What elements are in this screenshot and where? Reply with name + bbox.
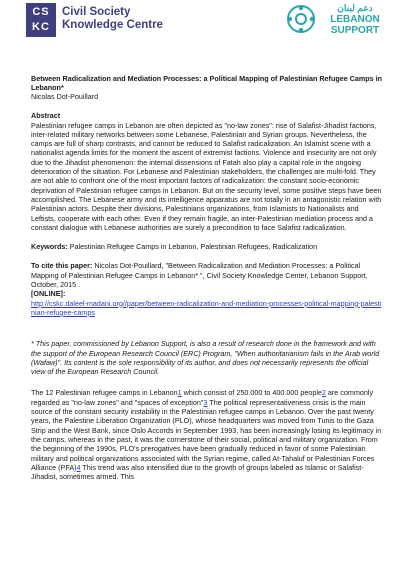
footnote-ref-1[interactable]: 1 xyxy=(177,388,182,398)
keywords-label: Keywords: xyxy=(31,242,68,252)
footnote-ref-2[interactable]: 2 xyxy=(321,388,326,398)
paper-content xyxy=(31,74,383,481)
lebanon-support-name xyxy=(318,14,392,36)
online-label: [ONLINE]: xyxy=(31,289,66,299)
keywords-text: Palestinian Refugee Camps in Lebanon, Palestinian Refugees, Radicalization xyxy=(67,242,318,252)
paper-author: Nicolas Dot-Pouillard xyxy=(31,92,99,101)
cskc-name-line1: Civil Society xyxy=(62,6,131,18)
body-text-5: This trend was also intensified due to the growth of groups labeled as Islamic or Salafist-Jihadist, sometimes armed. This xyxy=(31,462,364,482)
paper-url-link[interactable]: http://cskc.daleel-madani.org//paper/between-radicalization-and-mediation-processes-political-mapping-palestinian-refugee-camps xyxy=(31,298,382,317)
cskc-logo-line2: KC xyxy=(32,21,50,33)
footnote: * This paper, commissioned by Lebanon Support, is also a result of research done in the framework and with the support of the European Research Council (ERC) Program, "When authoritarianism fails in the Arab world (Wafaw)". Its content is the sole responsibility of its author, and does not necessarily represents the official view of the European Research Council. xyxy=(31,339,380,377)
cskc-name-line2: Knowledge Centre xyxy=(62,19,163,31)
body-text-3: are commonly regarded as "no-law zones" and "spaces of exception" xyxy=(31,388,374,407)
body-text-2: which consist of 250.000 to 400.000 people xyxy=(181,388,322,398)
citation-text: Nicolas Dot-Pouillard, "Between Radicalization and Mediation Processes: a Political Mapping of Palestinian Refugee Camps in Lebanon* ", Civil Society Knowledge Center, Lebanon Support, October, 2015 . xyxy=(31,261,368,290)
cskc-name xyxy=(62,6,163,32)
lebanon-support-name-line1: LEBANON xyxy=(330,14,380,25)
lebanon-support-logo xyxy=(286,2,392,40)
page-header xyxy=(0,0,413,60)
citation-label: To cite this paper: xyxy=(31,261,93,271)
cskc-logo xyxy=(26,3,56,37)
body-text-1: The 12 Palestinian refugee camps in Lebanon xyxy=(31,388,178,398)
body-paragraph xyxy=(31,388,383,481)
footnote-ref-4[interactable]: 4 xyxy=(76,462,81,472)
keywords xyxy=(31,242,383,251)
cskc-logo-line1: CS xyxy=(32,6,50,18)
paper-title: Between Radicalization and Mediation Processes: a Political Mapping of Palestinian Refugee Camps in Lebanon* xyxy=(31,74,383,92)
footnote-ref-3[interactable]: 3 xyxy=(203,397,208,407)
lebanon-support-emblem-icon xyxy=(286,4,316,34)
citation xyxy=(31,261,383,289)
body-text-4: The political representativeness crisis is the main source of the constant security instability in the Palestinian refugee camps in Lebanon. Over the past twenty years, the Palestine Liberation Organization (PLO), whose headquarters was moved from Tunis to the Gaza Strip and the West Bank, since Oslo Accords in September 1993, has been increasingly losing its legitimacy in the camps, whereas in the past, it was the cornerstone of their social, political and military organization. From the beginning of the 1990s, PLO's prerogatives have been gradually reduced in favor of some Palestinian military and political organizations associated with the Syrian regime, called At-Tahaluf or Palestinian Forces Alliance (PFA) xyxy=(31,397,382,472)
lebanon-support-name-line2: SUPPORT xyxy=(330,25,380,36)
lebanon-support-arabic: دعم لبنان xyxy=(337,3,373,13)
abstract-text: Palestinian refugee camps in Lebanon are often depicted as "no-law zones": rise of Salafist-Jihadist factions, inter-related military networks between some Lebanese, Palestinian and Syrian groups. Nevertheless, the camps are full of sharp contrasts, and cannot be reduced to Salafist radicalization. An Islamist scene with a nationalist agenda limits for the moment the ascent of extremist factions. Violence and insecurity are not only due to the Jihadist phenomenon: the internal dissensions of Fatah also play a capital role in the ongoing deterioration of the situation. For Lebanese and Palestinian stakeholders, the challenges are multi-fold. They are not able to confront one of the most important factors of radicalization: the constant socio-economic deprivation of Palestinian refugee camps in Lebanon. But on the security level, some positive steps have been accomplished. The Lebanese army and its intelligence apparatus are not totally in an antagonistic relation with Palestinian actors. Despite their divisions, Palestinians organizations, from Islamists to Nationalists and Leftists, cooperate with each other. Even if they remain fragile, an inter-Palestinian mediation process and a constant dialogue with Lebanese authorities are surely a precondition to face Salafist radicalization. xyxy=(31,120,382,232)
abstract-heading: Abstract xyxy=(31,111,61,121)
